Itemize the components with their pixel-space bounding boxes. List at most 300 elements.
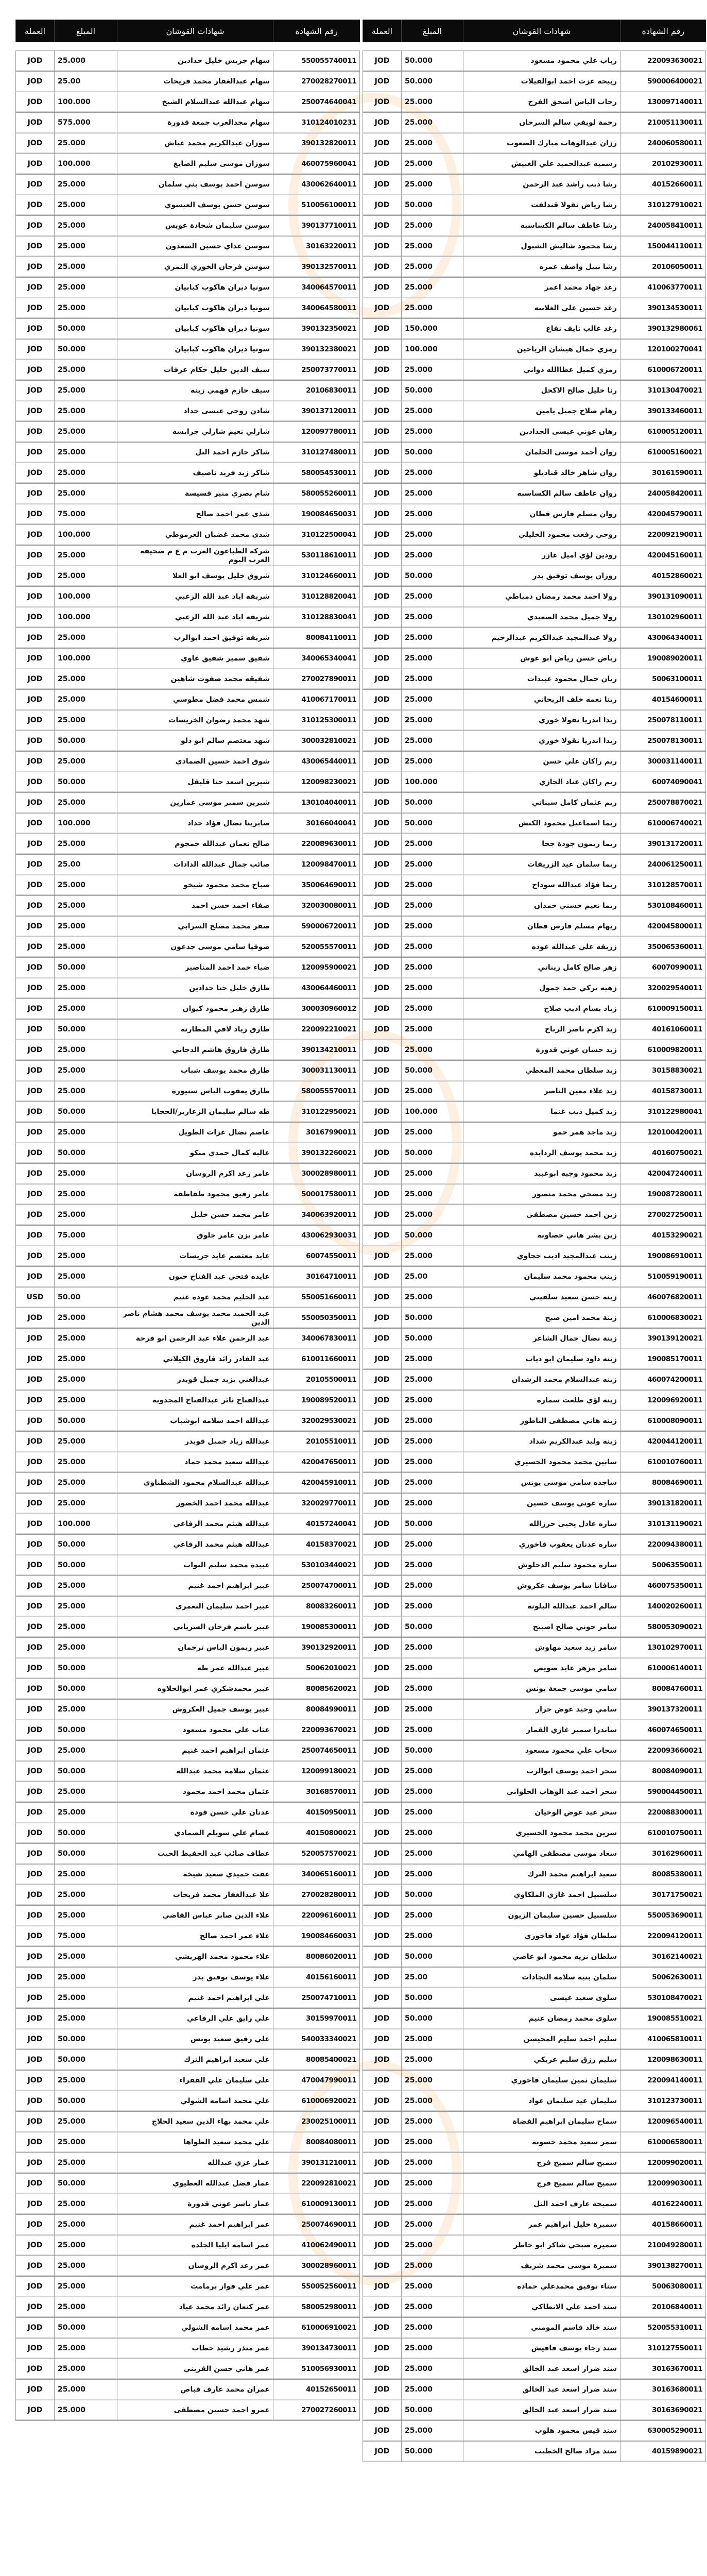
amount: 25.000 [55,1267,117,1287]
certificate-number: 30158830021 [620,1061,706,1081]
holder-name: رهان عوني عيسى الحدادين [463,422,620,443]
amount: 25.000 [55,1782,117,1803]
amount: 50.000 [402,2400,463,2421]
currency: JOD [363,1287,402,1308]
certificate-number: 120098470011 [273,855,360,875]
table-row [363,175,706,195]
currency: JOD [16,298,55,319]
certificate-number: 310124010231 [273,113,360,133]
table-row [16,1638,360,1658]
table-row [363,546,706,566]
certificate-number: 590004450011 [620,1782,706,1803]
holder-name: سند خالد قاسم المومني [463,2318,620,2338]
holder-name: سامي موسى جمعة يونس [463,1679,620,1700]
table-row [16,834,360,855]
holder-name: سليم رزق سليم عربكي [463,2050,620,2071]
certificate-number: 610006580011 [620,2132,706,2153]
table-row [363,978,706,999]
certificate-number: 390132980061 [620,319,706,340]
certificate-number: 420045800011 [620,917,706,937]
table-row [363,1761,706,1782]
amount: 25.000 [55,1164,117,1184]
currency: JOD [363,51,402,72]
certificate-number: 210049280011 [620,2235,706,2256]
table-row [363,1391,706,1411]
certificate-number: 420047650011 [273,1452,360,1473]
holder-name: سحاب علي محمود مسعود [463,1741,620,1761]
holder-name: سابين محمد محمود الحسيري [463,1452,620,1473]
amount: 25.000 [402,2380,463,2400]
table-row [363,1349,706,1370]
holder-name: سميرة موسى محمد شريف [463,2256,620,2277]
holder-name: ريدا اندريا نقولا خوري [463,710,620,731]
holder-name: عبدالله محمد احمد الخضور [117,1494,273,1514]
table-row [16,1782,360,1803]
certificate-number: 420047240011 [620,1164,706,1184]
holder-name: سند مراد صالح الخطيب [463,2442,620,2462]
currency: JOD [16,92,55,113]
certificate-number: 310124660011 [273,566,360,587]
amount: 25.000 [402,1184,463,1205]
amount: 25.000 [402,1432,463,1452]
amount: 25.000 [402,2132,463,2153]
currency: JOD [363,1803,402,1823]
table-row [363,607,706,628]
amount: 25.000 [55,257,117,278]
certificate-number: 300032810021 [273,731,360,752]
currency: JOD [363,628,402,649]
holder-name: ريما سلمان عيد الزريقات [463,855,620,875]
certificate-number: 460074650011 [620,1720,706,1741]
amount: 25.000 [402,731,463,752]
currency: JOD [16,1658,55,1679]
amount: 100.000 [55,814,117,834]
table-row [16,381,360,401]
holder-name: صقر محمد مصلح السرابي [117,917,273,937]
amount: 50.000 [402,1617,463,1638]
table-row [363,999,706,1020]
table-row [16,484,360,504]
holder-name: سميرة صبحي شاكر ابو خاطر [463,2235,620,2256]
holder-name: علي رفيق سعيد يونس [117,2029,273,2050]
table-row [363,793,706,814]
amount: 25.000 [55,1123,117,1143]
holder-name: زيد علاء معين الناصر [463,1081,620,1102]
holder-name: رودين لؤي اميل عازر [463,546,620,566]
currency: JOD [363,1761,402,1782]
currency: JOD [16,2050,55,2071]
certificate-number: 50063550011 [620,1555,706,1576]
holder-name: علاء يوسف توفيق بدر [117,1968,273,1988]
amount: 25.000 [55,278,117,298]
currency: JOD [16,834,55,855]
amount: 25.000 [55,1205,117,1226]
holder-name: عبد الحليم محمد عوده غنيم [117,1287,273,1308]
table-row [16,113,360,133]
currency: JOD [16,1205,55,1226]
holder-name: شيرين سمير موسى عمارين [117,793,273,814]
table-row [363,731,706,752]
holder-name: سحر عيد عوض الوخيان [463,1803,620,1823]
certificate-number: 310128570011 [620,875,706,896]
table-row [363,504,706,525]
table-row [16,1349,360,1370]
holder-name: زهر صالح كامل زيناتي [463,958,620,978]
holder-name: روان عاطف سالم الكساسبه [463,484,620,504]
amount: 25.000 [55,1865,117,1885]
certificate-number: 20106050011 [620,257,706,278]
header-number: رقم الشهادة [273,20,360,42]
certificate-number: 250074650011 [273,1741,360,1761]
currency: JOD [16,1761,55,1782]
table-row [16,793,360,814]
holder-name: زين بشر هاني خصاونة [463,1226,620,1246]
certificate-number: 240058420011 [620,484,706,504]
currency: JOD [16,525,55,546]
amount: 100.000 [55,92,117,113]
certificate-number: 340064570011 [273,278,360,298]
table-row [16,566,360,587]
amount: 50.000 [402,2442,463,2462]
certificate-number: 250078870021 [620,793,706,814]
certificate-number: 120099180021 [273,1761,360,1782]
currency: JOD [363,525,402,546]
holder-name: زيد مضحي محمد منصور [463,1184,620,1205]
currency: JOD [16,1040,55,1061]
currency: JOD [363,1576,402,1597]
amount: 25.000 [402,1246,463,1267]
table-row [363,257,706,278]
amount: 25.000 [402,2174,463,2194]
holder-name: زينه هاني مصطفى الناطور [463,1411,620,1432]
amount: 25.000 [55,710,117,731]
amount: 25.000 [402,1287,463,1308]
amount: 50.000 [402,51,463,72]
amount: 25.000 [402,133,463,154]
amount: 100.000 [55,587,117,607]
holder-name: زينه عبدالسلام محمد الرشدان [463,1370,620,1391]
amount: 25.000 [55,1246,117,1267]
certificate-number: 250078130011 [620,731,706,752]
table-row [16,1658,360,1679]
holder-name: روان مسلم فارس قطان [463,504,620,525]
holder-name: سوسن سليمان شحادة عويس [117,216,273,236]
table-header [363,20,706,42]
currency: JOD [363,1143,402,1164]
holder-name: عبد القادر رائد فاروق الكيلاني [117,1349,273,1370]
holder-name: سليمان ثمين سليمان فاخوري [463,2071,620,2091]
amount: 25.000 [55,1700,117,1720]
holder-name: عمر ابراهيم احمد غنيم [117,2215,273,2235]
table-row [363,1782,706,1803]
table-row [16,92,360,113]
table-row [363,2380,706,2400]
amount: 25.000 [402,2235,463,2256]
holder-name: رغد حسين علي الغلابنه [463,298,620,319]
holder-name: سلسبيل حسين سليمان الزيون [463,1906,620,1926]
currency: JOD [363,2297,402,2318]
certificate-number: 430065440011 [273,752,360,772]
holder-name: رمزي كميل عطاالله دواني [463,360,620,381]
holder-name: عمر علي فواز برمامت [117,2277,273,2297]
currency: JOD [16,1741,55,1761]
table-row [16,1576,360,1597]
amount: 25.000 [402,1782,463,1803]
certificate-number: 40150950011 [273,1803,360,1823]
amount: 100.000 [55,525,117,546]
holder-name: سامر زيد سعيد مهاوش [463,1638,620,1658]
table-row [363,72,706,92]
holder-name: صالح نعمان عبدالله جمجوم [117,834,273,855]
holder-name: ريما نعيم حسني حمدان [463,896,620,917]
certificate-number: 390133460011 [620,401,706,422]
holder-name: عمار ياسر عوني قدورة [117,2194,273,2215]
table-row [363,2071,706,2091]
table-row [16,1700,360,1720]
table-row [16,1184,360,1205]
amount: 50.000 [402,566,463,587]
certificate-number: 390139120021 [620,1329,706,1349]
currency: JOD [16,401,55,422]
table-row [16,587,360,607]
holder-name: سحر احمد يوسف ابوالرب [463,1761,620,1782]
holder-name: روزان يوسف توفيق بدر [463,566,620,587]
table-row [363,2194,706,2215]
currency: JOD [16,1576,55,1597]
table-row [363,133,706,154]
currency: JOD [16,1700,55,1720]
holder-name: شريفه توفيق احمد ابوالرب [117,628,273,649]
certificate-number: 310122500041 [273,525,360,546]
certificates-table-left [15,20,360,2421]
table-row [16,2071,360,2091]
certificate-number: 30171750021 [620,1885,706,1906]
holder-name: سند رجاء يوسف قاقيش [463,2338,620,2359]
holder-name: شمس محمد فضل مطوسي [117,690,273,710]
currency: JOD [363,1988,402,2009]
certificate-number: 50062630011 [620,1968,706,1988]
certificate-number: 310122980041 [620,1102,706,1123]
certificate-number: 80084690011 [620,1473,706,1494]
table-row [16,1061,360,1081]
currency: JOD [363,133,402,154]
amount: 50.000 [55,1143,117,1164]
currency: JOD [16,154,55,175]
table-row [363,1638,706,1658]
holder-name: عامر محمد حسن خليل [117,1205,273,1226]
holder-name: عبير ابراهيم احمد غنيم [117,1576,273,1597]
amount: 25.000 [55,298,117,319]
certificate-number: 130104040011 [273,793,360,814]
currency: JOD [363,1308,402,1329]
table-row [363,1597,706,1617]
table-row [363,51,706,72]
holder-name: زينة محمد امين صبح [463,1308,620,1329]
holder-name: شاكر زيد فريد ناصيف [117,463,273,484]
currency: JOD [363,175,402,195]
certificate-number: 390131820011 [620,1494,706,1514]
certificate-number: 120095900021 [273,958,360,978]
certificate-number: 30162140021 [620,1947,706,1968]
currency: JOD [16,2132,55,2153]
table-row [16,2215,360,2235]
certificate-number: 40160750021 [620,1143,706,1164]
certificate-number: 250074710011 [273,1988,360,2009]
currency: JOD [363,2071,402,2091]
table-row [363,2174,706,2194]
table-row [16,2132,360,2153]
certificate-number: 500017580011 [273,1184,360,1205]
amount: 75.000 [55,1926,117,1947]
currency: JOD [16,690,55,710]
table-row [363,443,706,463]
currency: JOD [363,2194,402,2215]
holder-name: ريم راكان علي حسن [463,752,620,772]
amount: 50.000 [55,958,117,978]
amount: 25.000 [402,1597,463,1617]
holder-name: شفيقه محمد صفوت شاهين [117,669,273,690]
table-row [363,1164,706,1184]
amount: 25.000 [55,1741,117,1761]
amount: 25.000 [402,1164,463,1184]
header-currency: العملة [363,20,402,42]
certificate-number: 610011660011 [273,1349,360,1370]
currency: JOD [16,855,55,875]
certificate-number: 310127550011 [620,2338,706,2359]
currency: JOD [16,484,55,504]
table-row [363,566,706,587]
table-row [363,422,706,443]
holder-name: زينب محمود محمد سليمان [463,1267,620,1287]
holder-name: طارق يعقوب الياس سنيورة [117,1081,273,1102]
table-row [363,2009,706,2029]
table-row [16,257,360,278]
certificate-number: 390132260021 [273,1143,360,1164]
currency: JOD [363,1720,402,1741]
certificate-number: 40152660011 [620,175,706,195]
table-row [16,669,360,690]
table-row [363,1988,706,2009]
table-row [363,2256,706,2277]
certificate-number: 320029530021 [273,1411,360,1432]
amount: 150.000 [402,319,463,340]
holder-name: عامر رعد اكرم الروسان [117,1164,273,1184]
certificate-number: 460075350011 [620,1576,706,1597]
certificate-number: 120099030011 [620,2174,706,2194]
certificate-number: 340064580011 [273,298,360,319]
certificate-number: 60070990011 [620,958,706,978]
holder-name: زيد كميل ذيب غنما [463,1102,620,1123]
certificate-number: 310125300011 [273,710,360,731]
certificate-number: 550055740011 [273,51,360,72]
currency: JOD [16,1308,55,1329]
currency: JOD [363,607,402,628]
currency: JOD [16,1865,55,1885]
table-row [16,2091,360,2112]
table-row [16,1906,360,1926]
amount: 50.000 [55,340,117,360]
amount: 25.000 [402,401,463,422]
certificate-number: 210051130011 [620,113,706,133]
holder-name: شذى محمد غضبان العرموطي [117,525,273,546]
certificate-number: 40156160011 [273,1968,360,1988]
certificate-number: 270027890011 [273,669,360,690]
holder-name: عطاف صائب عبد الحفيظ الحيت [117,1844,273,1865]
table-row [16,1452,360,1473]
table-row [363,1720,706,1741]
table-row [363,1494,706,1514]
currency: JOD [363,2421,402,2442]
holder-name: طارق محمد يوسف شباب [117,1061,273,1081]
holder-name: سرين محمد محمود الحسيري [463,1823,620,1844]
table-row [363,1432,706,1452]
table-row [16,1741,360,1761]
holder-name: سماح سليمان ابراهيم القضاة [463,2112,620,2132]
amount: 25.000 [55,1597,117,1617]
table-row [363,1287,706,1308]
holder-name: سهام عبدالغفار محمد فريحات [117,72,273,92]
currency: JOD [16,2174,55,2194]
amount: 25.000 [55,2112,117,2132]
amount: 50.000 [55,319,117,340]
currency: JOD [363,1638,402,1658]
certificate-number: 310127480011 [273,443,360,463]
currency: JOD [363,1370,402,1391]
currency: JOD [363,195,402,216]
holder-name: سوسن احمد يوسف بني سلمان [117,175,273,195]
currency: JOD [16,814,55,834]
certificate-number: 30163680011 [620,2380,706,2400]
table-row [363,1370,706,1391]
holder-name: عامر رفيق محمود طقاطقة [117,1184,273,1205]
currency: JOD [16,2256,55,2277]
currency: JOD [16,463,55,484]
certificate-number: 550050350011 [273,1308,360,1329]
holder-name: سند ضرار اسعد عبد الخالق [463,2380,620,2400]
table-row [16,2153,360,2174]
amount: 50.000 [55,1658,117,1679]
certificate-number: 530108470021 [620,1988,706,2009]
holder-name: صابرينا نضال فؤاد حداد [117,814,273,834]
currency: JOD [363,2153,402,2174]
amount: 25.00 [402,1267,463,1287]
currency: JOD [363,1535,402,1555]
table-row [16,731,360,752]
currency: JOD [363,1968,402,1988]
currency: JOD [16,896,55,917]
table-row [16,649,360,669]
amount: 25.000 [55,2256,117,2277]
holder-name: رحاب الياس اسحق الفرح [463,92,620,113]
table-row [363,1555,706,1576]
table-row [363,2421,706,2442]
currency: JOD [363,2091,402,2112]
table-row [16,1473,360,1494]
holder-name: عبير يوسف جميل العكروش [117,1700,273,1720]
certificate-number: 30168570011 [273,1782,360,1803]
amount: 25.000 [402,504,463,525]
holder-name: عفت حميدي سعيد شيخة [117,1865,273,1885]
currency: JOD [16,257,55,278]
amount: 25.000 [402,1844,463,1865]
amount: 25.000 [402,2318,463,2338]
holder-name: عثمان محمد احمد محمود [117,1782,273,1803]
currency: JOD [363,1020,402,1040]
certificate-number: 300028980011 [273,1164,360,1184]
amount: 25.000 [402,360,463,381]
currency: JOD [16,1988,55,2009]
currency: JOD [16,1473,55,1494]
